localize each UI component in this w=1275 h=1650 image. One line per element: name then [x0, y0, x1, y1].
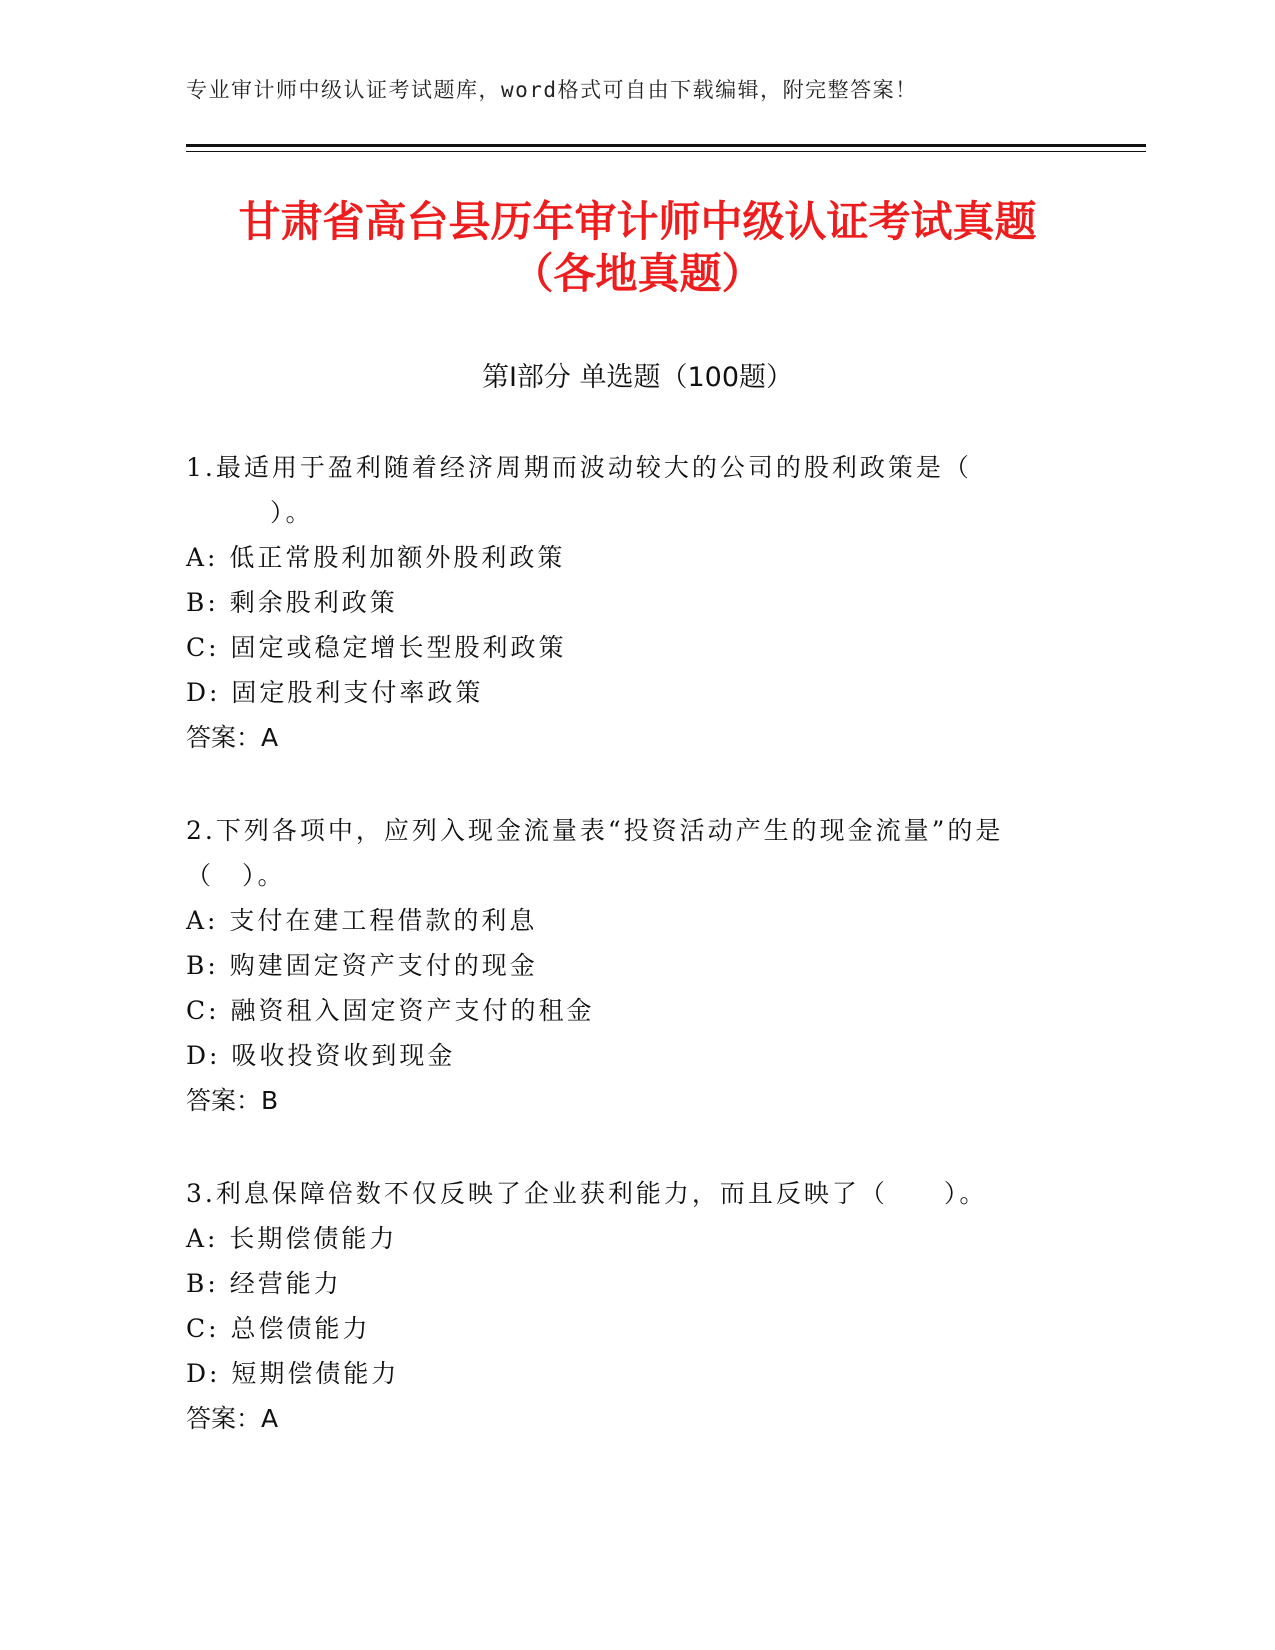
question-stem-line: 3.利息保障倍数不仅反映了企业获利能力，而且反映了（ ）。 — [186, 1179, 988, 1208]
question-stem — [186, 808, 1066, 898]
answer: 答案：A — [186, 723, 279, 752]
page-header: 专业审计师中级认证考试题库，word格式可自由下载编辑，附完整答案！ — [186, 78, 918, 102]
question-2 — [186, 808, 1066, 1123]
option-d: D: 固定股利支付率政策 — [186, 678, 484, 707]
section-heading: 第Ⅰ部分 单选题（100题） — [481, 362, 794, 393]
option-a: A: 支付在建工程借款的利息 — [186, 906, 538, 935]
question-3 — [186, 1171, 1066, 1441]
option-a: A: 长期偿债能力 — [186, 1224, 398, 1253]
header-rule-thick — [186, 144, 1146, 147]
answer: 答案：A — [186, 1404, 279, 1433]
option-d: D: 短期偿债能力 — [186, 1359, 400, 1388]
option-c: C: 融资租入固定资产支付的租金 — [186, 996, 595, 1025]
answer: 答案：B — [186, 1086, 279, 1115]
question-stem-line: 2.下列各项中，应列入现金流量表“投资活动产生的现金流量”的是 — [186, 816, 1004, 845]
document-title-line2: （各地真题） — [511, 249, 764, 298]
question-list — [186, 445, 1066, 1489]
option-c: C: 总偿债能力 — [186, 1314, 371, 1343]
question-stem — [186, 445, 1066, 535]
option-b: B: 购建固定资产支付的现金 — [186, 951, 538, 980]
option-a: A: 低正常股利加额外股利政策 — [186, 543, 566, 572]
document-title — [140, 196, 1135, 300]
question-stem — [186, 1171, 1066, 1216]
document-title-line1: 甘肃省高台县历年审计师中级认证考试真题 — [238, 197, 1037, 246]
option-c: C: 固定或稳定增长型股利政策 — [186, 633, 567, 662]
question-stem-line: ）。 — [186, 498, 314, 527]
option-d: D: 吸收投资收到现金 — [186, 1041, 456, 1070]
question-stem-line: 1.最适用于盈利随着经济周期而波动较大的公司的股利政策是（ — [186, 453, 972, 482]
header-rule-thin — [186, 151, 1146, 152]
option-b: B: 经营能力 — [186, 1269, 342, 1298]
question-stem-line: （ ）。 — [186, 861, 286, 890]
option-b: B: 剩余股利政策 — [186, 588, 398, 617]
question-1 — [186, 445, 1066, 760]
